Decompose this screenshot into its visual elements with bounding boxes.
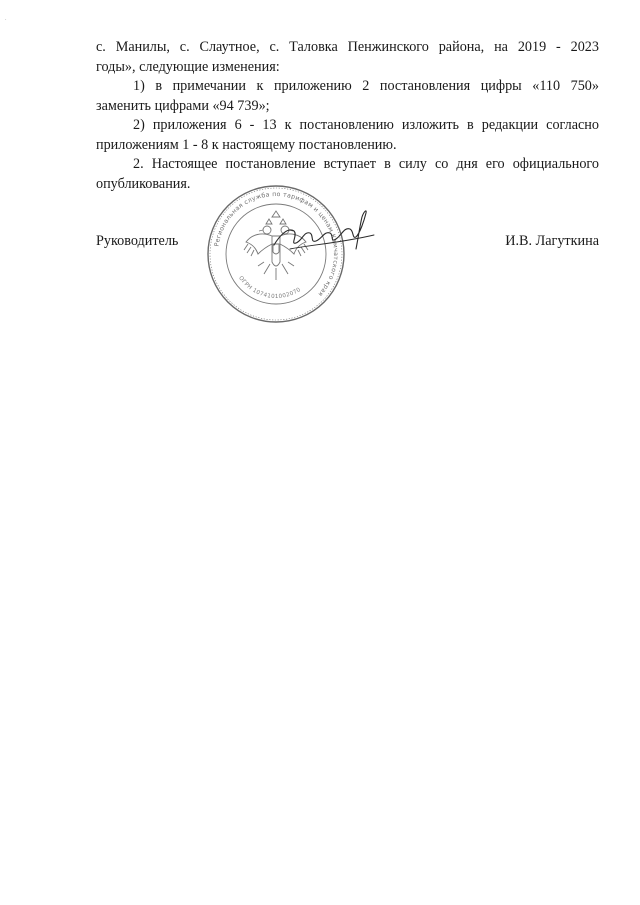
paragraph-line: с. Манилы, с. Слаутное, с. Таловка Пенжинского района, на 2019 - 2023 (96, 39, 599, 55)
paragraph-line: годы», следующие изменения: (96, 58, 280, 75)
signatory-name: И.В. Лагуткина (505, 233, 599, 249)
document-body (96, 38, 599, 194)
paragraph-line: 2) приложения 6 - 13 к постановлению изложить в редакции согласно (133, 117, 599, 133)
handwritten-signature (270, 205, 380, 260)
paragraph-line: заменить цифрами «94 739»; (96, 97, 270, 114)
seal-inner-text: ОГРН 1074101002070 (237, 275, 303, 301)
paragraph-line: приложениям 1 - 8 к настоящему постановлению. (96, 136, 397, 153)
seal-outer-text: Региональная служба по тарифам и ценам Камчатского края (213, 190, 340, 298)
paragraph-line: 2. Настоящее постановление вступает в силу со дня его официального (133, 156, 599, 172)
corner-mark: . (5, 16, 7, 22)
paragraph-line: опубликования. (96, 175, 191, 192)
signatory-title: Руководитель (96, 233, 179, 249)
paragraph-line: 1) в примечании к приложению 2 постановления цифры «110 750» (133, 78, 599, 94)
